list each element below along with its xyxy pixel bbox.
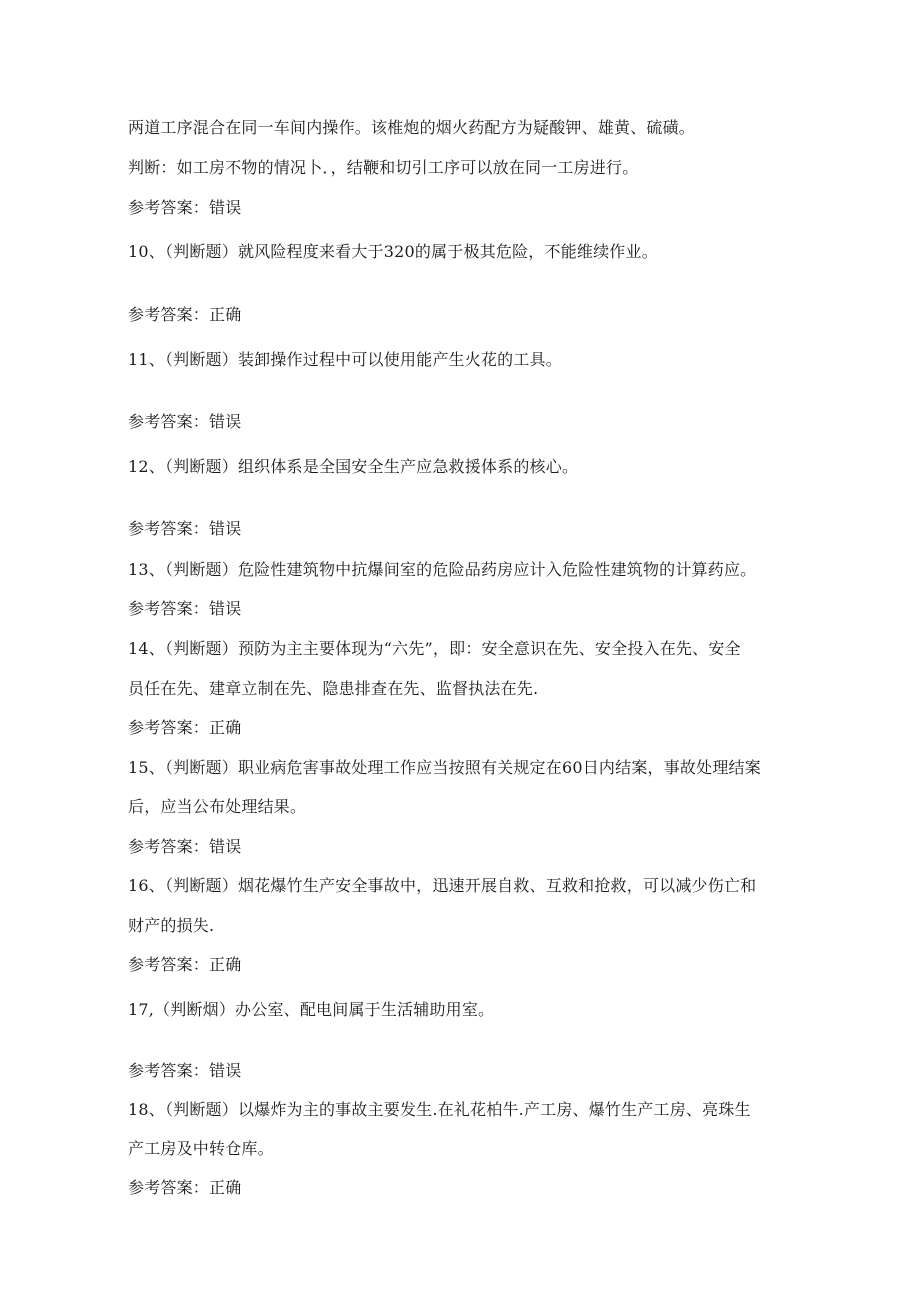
answer-line: 参考答案：错误: [128, 837, 242, 856]
question-18: 18、（判断题）以爆炸为主的事故主要发生.在礼花柏牛.产工房、爆竹生产工房、亮珠生: [128, 1100, 751, 1119]
answer-line: 参考答案：错误: [128, 1061, 242, 1080]
question-continuation-line: 两道工序混合在同一车间内操作。该椎炮的烟火药配方为疑酸钾、雄黄、硫磺。: [128, 118, 696, 137]
answer-line: 参考答案：正确: [128, 955, 242, 974]
answer-line: 参考答案：错误: [128, 599, 242, 618]
question-17: 17,（判断烟）办公室、配电间属于生活辅助用室。: [128, 1000, 495, 1019]
question-16: 16、（判断题）烟花爆竹生产安全事故中，迅速开展自救、互救和抢救，可以减少伤亡和: [128, 876, 757, 895]
answer-line: 参考答案：正确: [128, 718, 242, 737]
question-11: 11、（判断题）装卸操作过程中可以使用能产生火花的工具。: [128, 350, 562, 369]
question-18-continuation: 产工房及中转仓库。: [128, 1139, 274, 1158]
question-15: 15、（判断题）职业病危害事故处理工作应当按照有关规定在60日内结案，事故处理结案: [128, 758, 761, 777]
answer-line: 参考答案：正确: [128, 305, 242, 324]
question-14-continuation: 员任在先、建章立制在先、隐患排查在先、监督执法在先.: [128, 679, 539, 698]
answer-line: 参考答案：错误: [128, 412, 242, 431]
question-continuation-line: 判断：如工房不物的情况卜．，结鞭和切引工序可以放在同一工房进行。: [128, 158, 639, 177]
question-16-continuation: 财产的损失.: [128, 916, 215, 935]
question-15-continuation: 后，应当公布处理结果。: [128, 797, 307, 816]
question-10: 10、（判断题）就风险程度来看大于320的属于极其危险，不能维续作业。: [128, 242, 658, 261]
question-13: 13、（判断题）危险性建筑物中抗爆间室的危险品药房应计入危险性建筑物的计算药应。: [128, 560, 757, 579]
answer-line: 参考答案：正确: [128, 1178, 242, 1197]
question-12: 12、（判断题）组织体系是全国安全生产应急救援体系的核心。: [128, 457, 579, 476]
answer-line: 参考答案：错误: [128, 519, 242, 538]
answer-line: 参考答案：错误: [128, 198, 242, 217]
question-14: 14、（判断题）预防为主主要体现为“六先”，即：安全意识在先、安全投入在先、安全: [128, 639, 741, 658]
